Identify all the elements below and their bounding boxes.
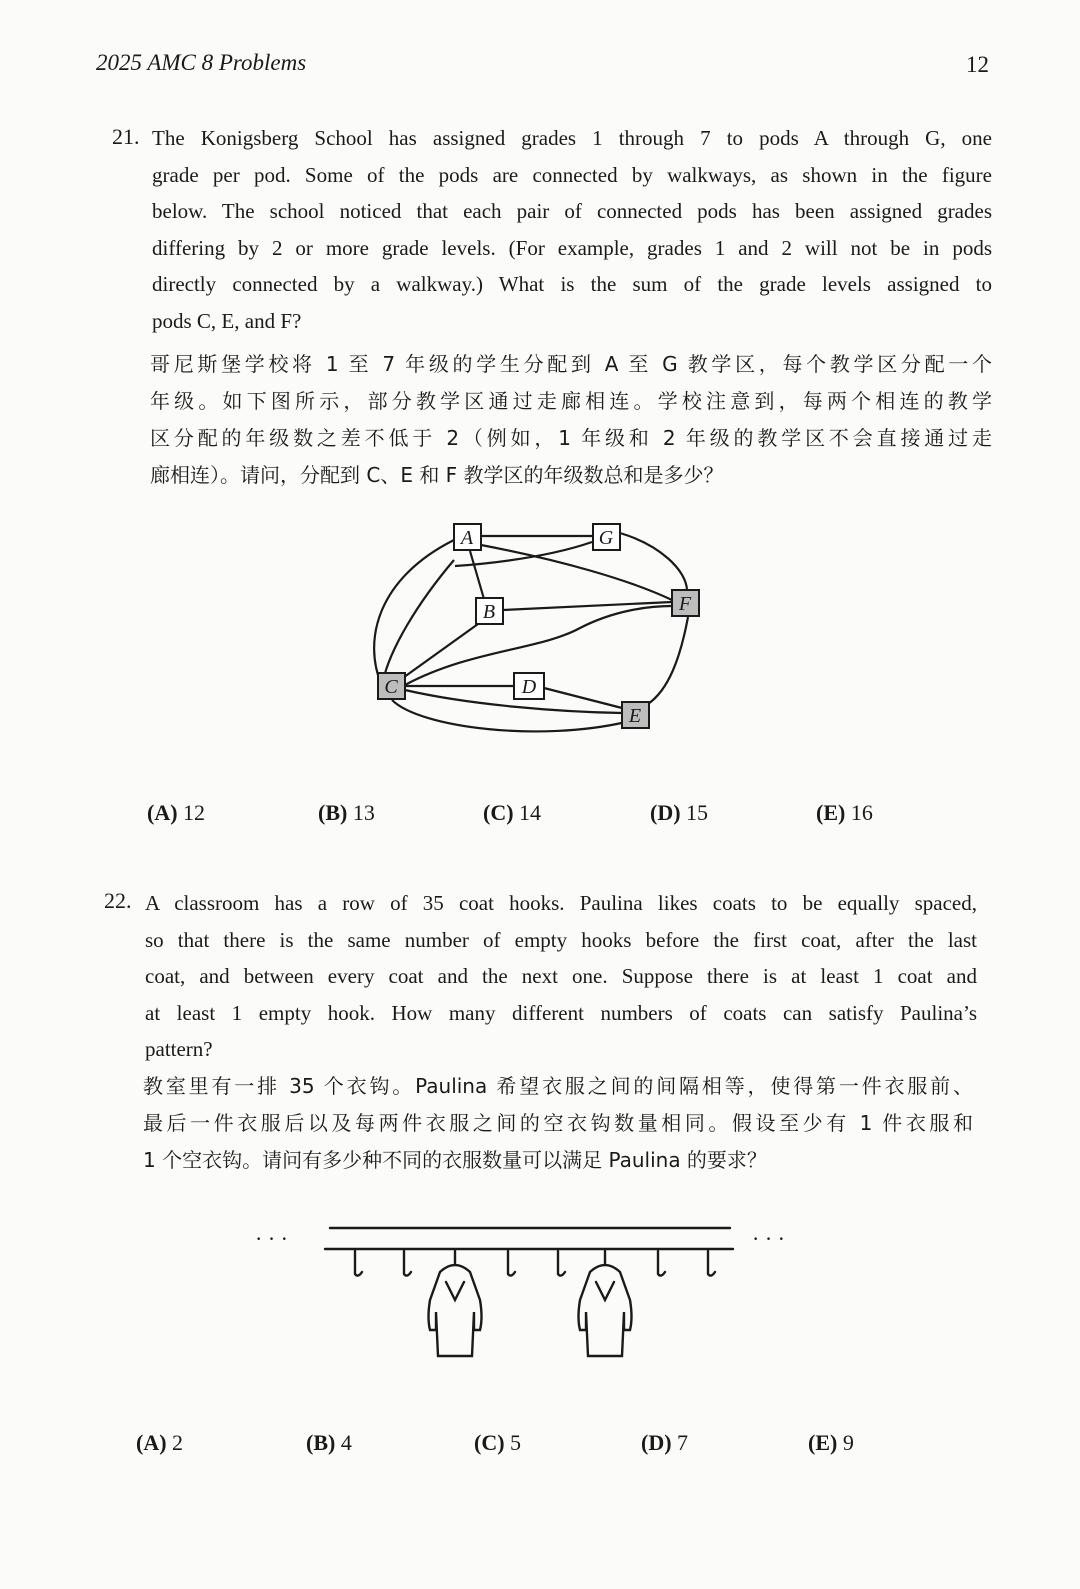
hook — [404, 1251, 411, 1276]
coat-hooks-figure — [0, 1200, 1080, 1380]
pod-f-label: F — [678, 593, 692, 615]
choice-value: 5 — [510, 1430, 522, 1455]
p21-choice-b — [318, 800, 375, 826]
walkway-a-f — [481, 545, 672, 600]
pod-e-label: E — [628, 705, 642, 727]
text-line: pods C, E, and F? — [152, 308, 302, 333]
text-line: pattern? — [145, 1037, 213, 1061]
text-line: 年级。如下图所示，部分教学区通过走廊相连。学校注意到，每两个相连的教学 — [150, 389, 992, 413]
p21-choice-c — [483, 800, 541, 826]
hook — [508, 1251, 515, 1276]
choice-letter: (D) — [641, 1430, 672, 1455]
text-line: below. The school noticed that each pair of connected pods has been assigned grades — [152, 199, 992, 223]
text-line: directly connected by a walkway.) What is the sum of the grade levels assigned to — [152, 272, 992, 296]
problem-22-number: 22. — [104, 888, 132, 913]
pod-g-label: G — [598, 527, 614, 549]
choice-value: 15 — [686, 800, 709, 825]
problem-21-number: 21. — [112, 124, 140, 149]
pod-c-label: C — [384, 676, 398, 698]
text-line: 教室里有一排 35 个衣钩。Paulina 希望衣服之间的间隔相等，使得第一件衣服前、 — [143, 1074, 973, 1098]
pods-graph-figure — [0, 0, 1080, 780]
text-line: 区分配的年级数之差不低于 2（例如，1 年级和 2 年级的教学区不会直接通过走 — [150, 426, 992, 450]
choice-value: 16 — [850, 800, 873, 825]
choice-value: 7 — [677, 1430, 689, 1455]
walkway-g-f — [620, 533, 687, 590]
text-line: so that there is the same number of empty hooks before the first coat, after the last — [145, 927, 977, 952]
choice-letter: (B) — [306, 1430, 336, 1455]
choice-value: 9 — [842, 1430, 854, 1455]
p22-choice-c — [474, 1430, 521, 1456]
choice-value: 2 — [172, 1430, 184, 1455]
problem-22-english — [145, 885, 977, 1068]
p22-choice-d — [641, 1430, 688, 1456]
p21-choice-e — [816, 800, 873, 826]
p21-choice-a — [147, 800, 205, 826]
pod-a-label: A — [460, 527, 474, 549]
problem-22-chinese — [143, 1068, 973, 1179]
text-line: coat, and between every coat and the next one. Suppose there is at least 1 coat and — [145, 964, 977, 988]
page-number: 12 — [966, 52, 989, 77]
text-line: 1 个空衣钩。请问有多少种不同的衣服数量可以满足 Paulina 的要求？ — [143, 1148, 767, 1172]
walkway-f-e — [648, 617, 688, 704]
choice-letter: (D) — [650, 800, 681, 825]
text-line: differing by 2 or more grade levels. (For example, grades 1 and 2 will not be in pods — [152, 235, 992, 260]
pod-d-label: D — [521, 676, 537, 698]
text-line: 廊相连）。请问，分配到 C、E 和 F 教学区的年级数总和是多少？ — [150, 463, 724, 487]
choice-letter: (B) — [318, 800, 348, 825]
text-line: grade per pod. Some of the pods are connected by walkways, as shown in the figure — [152, 162, 992, 187]
walkway-b-f — [503, 602, 672, 610]
choice-letter: (C) — [483, 800, 514, 825]
walkway-a-b — [470, 551, 484, 599]
text-line: at least 1 empty hook. How many different numbers of coats can satisfy Paulina’s — [145, 1000, 977, 1025]
choice-letter: (C) — [474, 1430, 505, 1455]
hook — [355, 1251, 362, 1276]
text-line: A classroom has a row of 35 coat hooks. Paulina likes coats to be equally spaced, — [145, 891, 977, 915]
p22-choice-a — [136, 1430, 183, 1456]
text-line: 最后一件衣服后以及每两件衣服之间的空衣钩数量相同。假设至少有 1 件衣服和 — [143, 1111, 973, 1135]
choice-value: 14 — [519, 800, 542, 825]
coat-shape — [429, 1265, 482, 1356]
walkway-b-c — [400, 624, 478, 680]
pod-b-label: B — [482, 601, 496, 623]
p22-choice-e — [808, 1430, 854, 1456]
hook — [558, 1251, 565, 1276]
text-line: 哥尼斯堡学校将 1 至 7 年级的学生分配到 A 至 G 教学区，每个教学区分配一个 — [150, 352, 992, 376]
choice-letter: (A) — [147, 800, 178, 825]
text-line: The Konigsberg School has assigned grades 1 through 7 to pods A through G, one — [152, 126, 992, 150]
coat-shape — [579, 1265, 632, 1356]
ellipsis-left: · · · — [255, 1226, 288, 1251]
walkway-c-e-lower — [392, 700, 626, 731]
choice-letter: (E) — [808, 1430, 838, 1455]
p22-choice-b — [306, 1430, 352, 1456]
choice-value: 13 — [352, 800, 375, 825]
choice-letter: (A) — [136, 1430, 167, 1455]
page-header-title: 2025 AMC 8 Problems — [96, 50, 307, 75]
choice-value: 4 — [340, 1430, 352, 1455]
ellipsis-right: · · · — [752, 1226, 785, 1251]
hook — [708, 1251, 715, 1276]
walkway-d-e — [544, 688, 622, 708]
choice-value: 12 — [183, 800, 206, 825]
p21-choice-d — [650, 800, 708, 826]
choice-letter: (E) — [816, 800, 846, 825]
hook — [658, 1251, 665, 1276]
